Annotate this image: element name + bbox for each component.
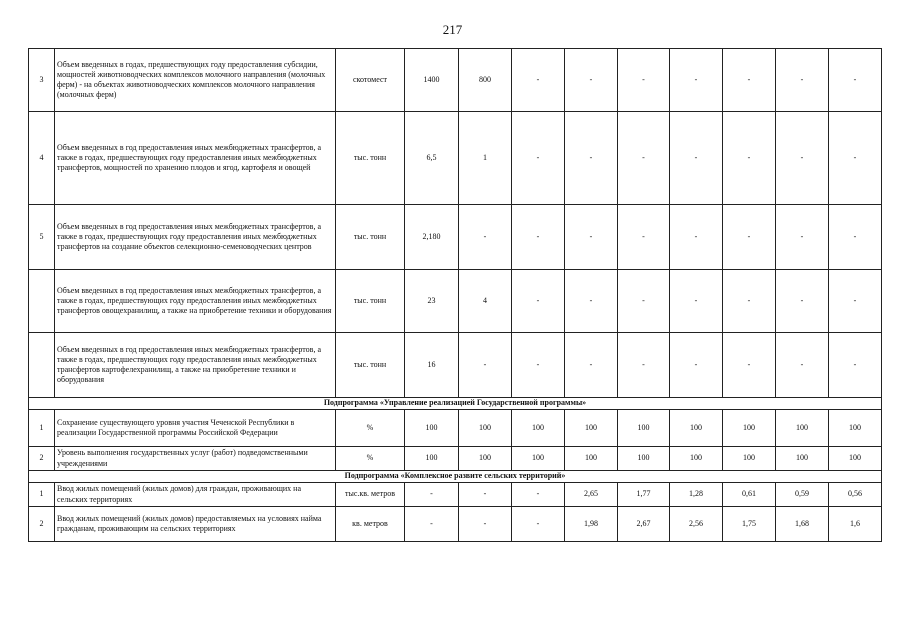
table-row [29,410,882,447]
indicator-name: Ввод жилых помещений (жилых домов) предоставляемых на условиях найма гражданам, проживающим на сельских территориях [55,507,336,542]
page-number: 217 [442,22,463,37]
row-index: 2 [29,507,55,542]
indicator-name: Объем введенных в годах, предшествующих году предоставления субсидии, мощностей животноводческих комплексов молочного направления (молочных ферм) - на объектах животноводческих комплексов молочного направления (молочных ферм) [55,49,336,112]
value-cell: 16 [405,333,459,398]
value-cell: 2,56 [670,507,723,542]
indicator-name: Уровень выполнения государственных услуг (работ) подведомственными учреждениями [55,447,336,471]
value-cell: 100 [776,410,829,447]
unit-cell: % [336,410,405,447]
table-row [29,49,882,112]
value-cell: - [723,333,776,398]
row-index: 1 [29,410,55,447]
indicator-name: Сохранение существующего уровня участия Чеченской Республики в реализации Государственной программы Российской Федерации [55,410,336,447]
value-cell: - [723,205,776,270]
value-cell: 100 [459,447,512,471]
unit-cell: тыс. тонн [336,270,405,333]
value-cell: - [723,270,776,333]
value-cell: - [405,483,459,507]
row-index: 3 [29,49,55,112]
value-cell: - [776,333,829,398]
row-index: 2 [29,447,55,471]
value-cell: - [670,270,723,333]
table-row [29,483,882,507]
table-row [29,205,882,270]
value-cell: - [512,333,565,398]
value-cell: - [512,507,565,542]
table-row [29,507,882,542]
value-cell: - [776,205,829,270]
value-cell: - [512,270,565,333]
value-cell: - [565,333,618,398]
indicator-name: Объем введенных в год предоставления иных межбюджетных трансфертов, а также в годах, предшествующих году предоставления иных межбюджетных трансфертов на создание объектов селекционно-семеноводческих центров [55,205,336,270]
value-cell: - [829,333,882,398]
value-cell: 23 [405,270,459,333]
value-cell: 100 [829,447,882,471]
unit-cell: % [336,447,405,471]
table-row [29,270,882,333]
unit-cell: кв. метров [336,507,405,542]
indicators-table [28,48,882,542]
value-cell: 100 [618,447,670,471]
value-cell: - [459,205,512,270]
value-cell: - [829,49,882,112]
unit-cell: тыс. тонн [336,333,405,398]
value-cell: - [670,49,723,112]
value-cell: - [512,112,565,205]
value-cell: 100 [512,410,565,447]
indicator-name: Объем введенных в год предоставления иных межбюджетных трансфертов, а также в годах, предшествующих году предоставления иных межбюджетных трансфертов картофелехранилищ, а также на приобретение техники и оборудования [55,333,336,398]
indicator-name: Объем введенных в год предоставления иных межбюджетных трансфертов, а также в годах, предшествующих году предоставления иных межбюджетных трансфертов овощехранилищ, а также на приобретение техники и оборудования [55,270,336,333]
row-index: 4 [29,112,55,205]
value-cell: - [512,483,565,507]
table-row [29,447,882,471]
value-cell: - [459,333,512,398]
unit-cell: тыс.кв. метров [336,483,405,507]
value-cell: 100 [723,447,776,471]
value-cell: - [723,112,776,205]
value-cell: 100 [459,410,512,447]
value-cell: - [565,112,618,205]
value-cell: 1,77 [618,483,670,507]
row-index: 1 [29,483,55,507]
value-cell: - [723,49,776,112]
table-row [29,333,882,398]
value-cell: - [565,270,618,333]
value-cell: 2,180 [405,205,459,270]
unit-cell: тыс. тонн [336,205,405,270]
unit-cell: скотомест [336,49,405,112]
value-cell: 1,6 [829,507,882,542]
value-cell: - [776,270,829,333]
value-cell: 1,75 [723,507,776,542]
value-cell: 4 [459,270,512,333]
subprogram-row [29,398,882,410]
value-cell: - [459,507,512,542]
value-cell: 100 [565,410,618,447]
value-cell: 2,67 [618,507,670,542]
value-cell: 100 [670,447,723,471]
value-cell: - [670,112,723,205]
value-cell: 6,5 [405,112,459,205]
value-cell: 0,61 [723,483,776,507]
indicator-name: Ввод жилых помещений (жилых домов) для граждан, проживающих на сельских территориях [55,483,336,507]
value-cell: 0,56 [829,483,882,507]
value-cell: 1,28 [670,483,723,507]
indicator-name: Объем введенных в год предоставления иных межбюджетных трансфертов, а также в годах, предшествующих году предоставления иных межбюджетных трансфертов, мощностей по хранению плодов и ягод, картофеля и овощей [55,112,336,205]
value-cell: 100 [723,410,776,447]
value-cell: - [565,49,618,112]
value-cell: - [512,205,565,270]
value-cell: 800 [459,49,512,112]
value-cell: - [670,333,723,398]
row-index [29,333,55,398]
value-cell: 1 [459,112,512,205]
value-cell: 0,59 [776,483,829,507]
subprogram-heading: Подпрограмма «Управление реализацией Государственной программы» [29,398,882,410]
subprogram-row [29,471,882,483]
value-cell: 100 [565,447,618,471]
value-cell: 100 [512,447,565,471]
unit-cell: тыс. тонн [336,112,405,205]
value-cell: 100 [405,410,459,447]
value-cell: - [512,49,565,112]
value-cell: 1,98 [565,507,618,542]
value-cell: - [618,112,670,205]
value-cell: - [618,270,670,333]
value-cell: - [829,112,882,205]
value-cell: - [776,112,829,205]
value-cell: 100 [405,447,459,471]
value-cell: 1,68 [776,507,829,542]
value-cell: - [829,270,882,333]
value-cell: 2,65 [565,483,618,507]
value-cell: - [618,333,670,398]
table-row [29,112,882,205]
row-index: 5 [29,205,55,270]
value-cell: - [459,483,512,507]
value-cell: - [618,49,670,112]
value-cell: - [776,49,829,112]
subprogram-heading: Подпрограмма «Комплексное развите сельских территорий» [29,471,882,483]
value-cell: - [618,205,670,270]
value-cell: 100 [776,447,829,471]
value-cell: 100 [618,410,670,447]
value-cell: - [565,205,618,270]
row-index [29,270,55,333]
value-cell: 100 [829,410,882,447]
value-cell: 100 [670,410,723,447]
value-cell: 1400 [405,49,459,112]
value-cell: - [405,507,459,542]
value-cell: - [829,205,882,270]
value-cell: - [670,205,723,270]
